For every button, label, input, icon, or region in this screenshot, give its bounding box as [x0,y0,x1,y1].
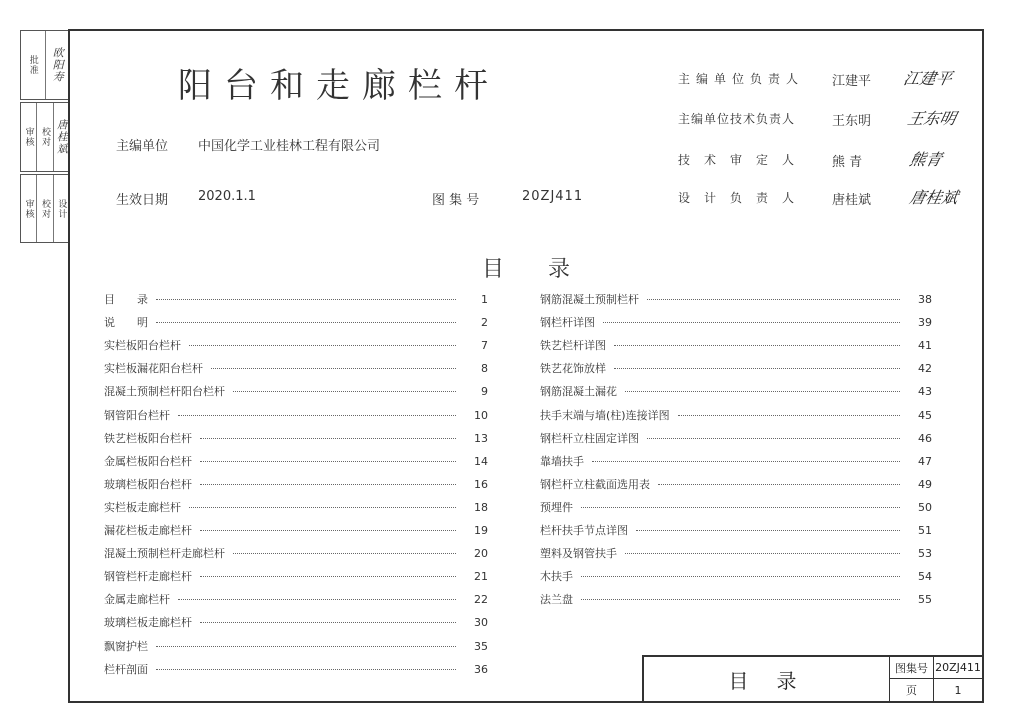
atlas-no-label: 图 集 号 [432,193,480,208]
atlas-no: 20ZJ411 [522,189,584,204]
toc-entry [540,383,932,401]
toc-dot-leader [614,368,900,369]
toc-entry-name: 栏杆剖面 [104,662,148,676]
toc-entry-page: 43 [918,385,932,399]
effective-date: 2020.1.1 [198,189,256,204]
toc-dot-leader [614,345,900,346]
toc-dot-leader [603,322,900,323]
toc-entry-name: 钢筋混凝土漏花 [540,385,617,399]
review-label: 审核 [23,127,34,147]
toc-dot-leader [233,553,456,554]
toc-entry-page: 50 [918,500,932,514]
review-cell-2 [21,175,37,242]
toc-dot-leader [647,299,900,300]
title-block-name: 目录 [644,657,890,701]
toc-dot-leader [233,391,456,392]
toc-entry-name: 木扶手 [540,570,573,584]
toc-entry [540,476,932,494]
toc-entry-name: 铁艺花饰放样 [540,362,606,376]
toc-dot-leader [581,599,900,600]
resp-role-chief-unit: 主编单位负责人 [678,72,805,86]
toc-entry-page: 54 [918,570,932,584]
toc-entry-name: 实栏板阳台栏杆 [104,339,181,353]
toc-dot-leader [636,530,900,531]
resp-name-review: 熊 青 [832,155,863,170]
toc-entry-name: 实栏板走廊栏杆 [104,500,181,514]
toc-entry-name: 法兰盘 [540,593,573,607]
toc-entry [540,545,932,563]
atlas-title: 阳台和走廊栏杆 [178,66,500,106]
toc-dot-leader [200,622,456,623]
toc-entry-page: 7 [481,339,488,353]
toc-dot-leader [156,322,456,323]
toc-entry [540,360,932,378]
toc-entry [104,614,488,632]
toc-entry [540,522,932,540]
toc-entry-page: 13 [474,431,488,445]
toc-dot-leader [200,576,456,577]
toc-dot-leader [156,646,456,647]
toc-entry-page: 8 [481,362,488,376]
toc-entry [540,337,932,355]
toc-entry [104,476,488,494]
toc-entry-page: 39 [918,316,932,330]
toc-entry-name: 玻璃栏板走廊栏杆 [104,616,192,630]
toc-dot-leader [156,669,456,670]
resp-role-design: 设计负责人 [678,191,809,205]
design-label-2: 设计 [56,198,67,219]
toc-entry-page: 21 [474,570,488,584]
toc-entry-page: 49 [918,477,932,491]
toc-entry-name: 混凝土预制栏杆走廊栏杆 [104,547,225,561]
toc-dot-leader [156,299,456,300]
approval-label: 批准 [27,55,38,75]
resp-name-design: 唐桂斌 [832,193,872,208]
approval-label-cell [21,31,46,99]
toc-entry [540,499,932,517]
title-block-atlas-no: 20ZJ411 [934,657,982,679]
toc-entry-name: 铁艺栏杆详图 [540,339,606,353]
toc-dot-leader [678,415,900,416]
toc-entry-page: 38 [918,293,932,306]
toc-entry [104,430,488,448]
toc-entry [104,638,488,656]
toc-dot-leader [200,438,456,439]
toc-dot-leader [178,415,456,416]
toc-entry-page: 16 [474,477,488,491]
toc-entry-page: 14 [474,454,488,468]
toc-entry-name: 金属栏板阳台栏杆 [104,454,192,468]
check-cell-2 [37,175,53,242]
toc-entry-name: 实栏板漏花阳台栏杆 [104,362,203,376]
effective-date-label: 生效日期 [116,193,169,208]
toc-entry-page: 41 [918,339,932,353]
resp-signature-review: 熊青 [907,150,944,169]
toc-entry-name: 目 录 [104,293,148,306]
toc-entry-name: 钢管栏杆走廊栏杆 [104,570,192,584]
resp-role-tech: 主编单位技术负责人 [678,112,796,126]
design-cell [54,103,69,171]
toc-dot-leader [625,391,900,392]
toc-dot-leader [581,507,900,508]
toc-entry [104,499,488,517]
toc-entry-name: 混凝土预制栏杆阳台栏杆 [104,385,225,399]
design-signature: 唐桂斌 [55,119,69,155]
toc-entry [104,407,488,425]
toc-entry [104,337,488,355]
review-cell [21,103,37,171]
resp-signature-tech: 王东明 [905,109,958,128]
check-label-2: 校对 [39,198,50,219]
toc-entry [540,568,932,586]
toc-entry-page: 45 [918,408,932,422]
toc-entry-page: 42 [918,362,932,376]
resp-name-chief-unit: 江建平 [832,74,872,89]
toc-entry [540,430,932,448]
design-cell-2 [54,175,69,242]
toc-dot-leader [178,599,456,600]
toc-entry-page: 10 [474,408,488,422]
toc-entry-page: 9 [481,385,488,399]
toc-entry-name: 漏花栏板走廊栏杆 [104,524,192,537]
toc-entry-page: 30 [474,616,488,630]
check-cell [37,103,53,171]
toc-entry-name: 钢栏杆立柱截面选用表 [540,477,650,491]
toc-entry-page: 35 [474,639,488,653]
toc-dot-leader [592,461,900,462]
toc-entry-page: 2 [481,316,488,330]
toc-entry-page: 1 [481,293,488,306]
review-label-2: 审核 [23,198,34,219]
title-block-page: 1 [954,683,962,697]
approval-row [20,30,70,100]
toc-dot-leader [200,530,456,531]
toc-entry [540,314,932,332]
toc-entry [104,314,488,332]
toc-entry-page: 19 [474,524,488,537]
toc-title: 目录 [482,257,615,282]
editor-unit: 中国化学工业桂林工程有限公司 [198,139,381,154]
toc-dot-leader [189,345,456,346]
resp-name-tech: 王东明 [832,114,872,129]
toc-entry-name: 预埋件 [540,500,573,514]
toc-dot-leader [189,507,456,508]
toc-entry-name: 钢管阳台栏杆 [104,408,170,422]
resp-signature-chief-unit: 江建平 [901,69,954,88]
toc-entry [104,591,488,609]
toc-entry-page: 46 [918,431,932,445]
toc-dot-leader [200,461,456,462]
toc-entry-page: 55 [918,593,932,607]
toc-entry [540,407,932,425]
toc-entry-name: 说 明 [104,316,148,330]
approval-sign-cell [46,31,70,99]
toc-entry [104,360,488,378]
toc-dot-leader [581,576,900,577]
toc-entry-page: 22 [474,593,488,607]
toc-entry-name: 飘窗护栏 [104,639,148,653]
toc-entry [540,453,932,471]
toc-dot-leader [658,484,900,485]
toc-entry [540,591,932,609]
approval-signature: 欧阳寿 [51,47,65,83]
toc-entry-name: 玻璃栏板阳台栏杆 [104,477,192,491]
toc-entry [104,291,488,309]
toc-entry-page: 36 [474,662,488,676]
approval-strip [20,30,72,243]
title-block-atlas-label: 图集号 [890,657,934,679]
toc-entry-page: 18 [474,500,488,514]
resp-signature-design: 唐桂斌 [907,188,960,207]
toc-entry [540,291,932,309]
toc-entry-name: 金属走廊栏杆 [104,593,170,607]
toc-entry-name: 靠墙扶手 [540,454,584,468]
toc-entry [104,568,488,586]
toc-entry-name: 钢筋混凝土预制栏杆 [540,293,639,306]
toc-dot-leader [625,553,900,554]
toc-entry-name: 塑料及钢管扶手 [540,547,617,561]
toc-entry-name: 铁艺栏板阳台栏杆 [104,431,192,445]
toc-entry-name: 钢栏杆详图 [540,316,595,330]
toc-entry [104,383,488,401]
toc-entry-page: 51 [918,524,932,537]
toc-dot-leader [211,368,456,369]
editor-unit-label: 主编单位 [116,139,169,154]
toc-entry-name: 扶手末端与墙(柱)连接详图 [540,408,670,422]
toc-entry-page: 47 [918,454,932,468]
toc-entry [104,522,488,540]
toc-dot-leader [200,484,456,485]
resp-role-review: 技术审定人 [678,153,809,167]
toc-entry-page: 20 [474,547,488,561]
title-block [642,655,984,703]
check-label: 校对 [39,127,50,147]
toc-entry-name: 栏杆扶手节点详图 [540,524,628,537]
toc-entry [104,453,488,471]
toc-entry-name: 钢栏杆立柱固定详图 [540,431,639,445]
review-sign-row [20,102,70,172]
toc-entry-page: 53 [918,547,932,561]
review-row [20,174,70,243]
toc-dot-leader [647,438,900,439]
toc-entry [104,545,488,563]
toc-entry [104,661,488,679]
title-block-page-label: 页 [890,679,934,701]
